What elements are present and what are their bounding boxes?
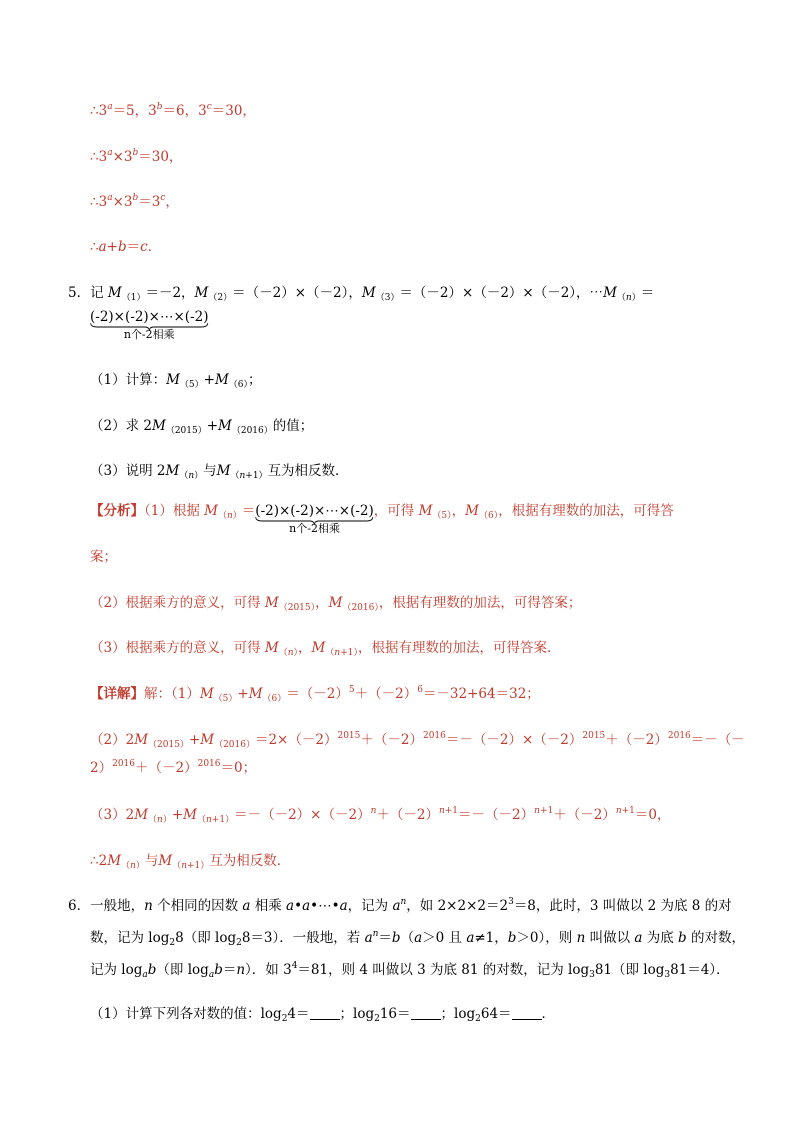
question-number: 5．	[68, 285, 91, 301]
answer-blank-2[interactable]	[411, 1006, 441, 1020]
detail-text: ＝（－2）	[286, 686, 349, 702]
question-5-part-2: （2）求 $2M_{(2015)}+M_{(2016)}$的值；	[90, 418, 314, 436]
detail-line-2-cont: $2)^{2016}+(-2)^{2016}=0$；	[90, 759, 257, 776]
detail-line-1: 【详解】解：$(1)M_{(5)}+M_{(6)}=(-2)^5+(-2)^6=-32+64=32$；	[90, 685, 540, 704]
analysis-line-2: （2）根据乘方的意义，可得 $M_{(2015)}$，$M_{(2016)}$，根据有理数的加法，可得答案；	[90, 595, 582, 613]
detail-text: ＝0，	[634, 807, 671, 823]
brace-expression	[90, 307, 209, 341]
detail-text: ＝－32+64＝32；	[422, 686, 540, 702]
detail-text: ＋（－2）	[376, 807, 439, 823]
analysis-line-1-cont: 案；	[90, 549, 117, 565]
analysis-line-1: 【分析】（1）根据 $M_{(n)}=(-2)\times(-2)\times\cdots\times(-2)$ n个-2相乘 ，可得 $M_{(5)}$，$M_{(6)}$，根据有理数的加法，可得答	[90, 503, 674, 535]
brace-label: n个-2相乘	[123, 328, 175, 341]
detail-line-3: $(3)2M_{(n)}+M_{(n+1)}=-(-2)\times(-2)^n+(-2)^{n+1}=-(-2)^{n+1}+(-2)^{n+1}=0$，	[90, 806, 671, 825]
answer-blank-1[interactable]	[310, 1006, 340, 1020]
detail-text: 互为相反数．	[209, 853, 291, 869]
analysis-text: （1）根据	[144, 503, 200, 519]
analysis-line-3: （3）根据乘方的意义，可得 $M_{(n)}$，$M_{(n+1)}$，根据有理数的加法，可得答案．	[90, 640, 561, 658]
detail-text: ＝0；	[220, 760, 257, 776]
analysis-text: ，根据有理数的加法，可得答	[498, 503, 674, 519]
detail-text: ＝－（－2）	[458, 807, 535, 823]
analysis-text: ，根据有理数的加法，可得答案．	[357, 640, 561, 656]
analysis-tag: 【分析】	[90, 503, 144, 519]
detail-text: 2）	[90, 760, 113, 776]
question-5-part-3: （3）说明 $2M_{(n)}$与$M_{(n+1)}$互为相反数．	[90, 463, 349, 481]
detail-text: （3）	[90, 807, 126, 823]
solution-line-4: ∴a+b＝c．	[90, 239, 162, 255]
question-6-line-1: 6．一般地，n 个相同的因数 a 相乘 a•a•⋯•a，记为 $a^n$，如 $2\times 2\times 2=2^3=8$，此时，3 叫做以 2 为底 8 的对	[68, 897, 732, 914]
detail-text: ＋（－2）	[135, 760, 198, 776]
detail-text: ＝－（－	[690, 732, 745, 748]
detail-text: ＋（－2）	[605, 732, 668, 748]
question-6-part-1: （1）计算下列各对数的值：$\log_24=$ ；$\log_216=$ ；$\log_264=$ ．	[90, 1006, 556, 1024]
solution-line-1: $\therefore 3^a=5$，$3^b=6$，$3^c=30$，	[90, 102, 256, 119]
detail-text: ＝－（－2）×（－2）	[445, 732, 583, 748]
question-6-line-2: 数，记为 $\log_28$（即 $\log_28=3$）．一般地，若 $a^n=b(a>0$ 且 a≠1，b＞0），则 n 叫做以 a 为底 b 的对数，	[90, 929, 745, 948]
analysis-text: ，根据有理数的加法，可得答案；	[378, 595, 582, 611]
detail-text: ＋（－2）	[553, 807, 616, 823]
detail-text: ＝－（－2）×（－2）	[234, 807, 371, 823]
solution-line-3: $\therefore 3^a\times 3^b=3^c$，	[90, 193, 179, 210]
answer-blank-3[interactable]	[512, 1006, 542, 1020]
brace-expr-text-analysis: (-2)×(-2)×⋯×(-2)	[255, 503, 374, 519]
question-5-part-1: （1）计算：$M_{(5)}+M_{(6)}$；	[90, 372, 262, 390]
detail-line-2: $(2)2M_{(2015)}+M_{(2016)}=2\times(-2)^{2015}+(-2)^{2016}=-(-2)\times(-2)^{2015}+(-2)^{2016}=-(-$	[90, 731, 745, 750]
detail-conclusion: $\therefore 2M_{(n)}$与$M_{(n+1)}$互为相反数．	[90, 853, 291, 871]
question-5-stem: 5．记 $M_{(1)}=-2$，$M_{(2)}=(-2)\times(-2)$，$M_{(3)}=(-2)\times(-2)\times(-2)$，$\cdots M_{(n)}=$	[68, 285, 655, 303]
detail-text: 解：（1）	[144, 686, 200, 702]
detail-text: （2）	[90, 732, 126, 748]
analysis-text: ，可得	[373, 503, 415, 519]
brace-expr-text: (-2)×(-2)×⋯×(-2)	[90, 309, 209, 325]
analysis-text: （2）根据乘方的意义，可得	[90, 595, 261, 611]
detail-text: ＝2×（－2）	[254, 732, 338, 748]
detail-text: ＋（－2）	[354, 686, 418, 702]
detail-text: ＋（－2）	[360, 732, 423, 748]
stem-prefix: 记	[90, 285, 104, 301]
brace-label: n个-2相乘	[289, 522, 340, 535]
detail-tag: 【详解】	[90, 686, 144, 702]
question-6-line-3: 记为 $\log_ab$（即 $\log_ab=n$）．如 $3^4=81$，则 4 叫做以 3 为底 81 的对数，记为 $\log_381$（即 $\log_381=4$）．	[90, 961, 730, 980]
analysis-text: （3）根据乘方的意义，可得	[90, 640, 261, 656]
solution-line-2: $\therefore 3^a\times 3^b=30$，	[90, 148, 183, 165]
